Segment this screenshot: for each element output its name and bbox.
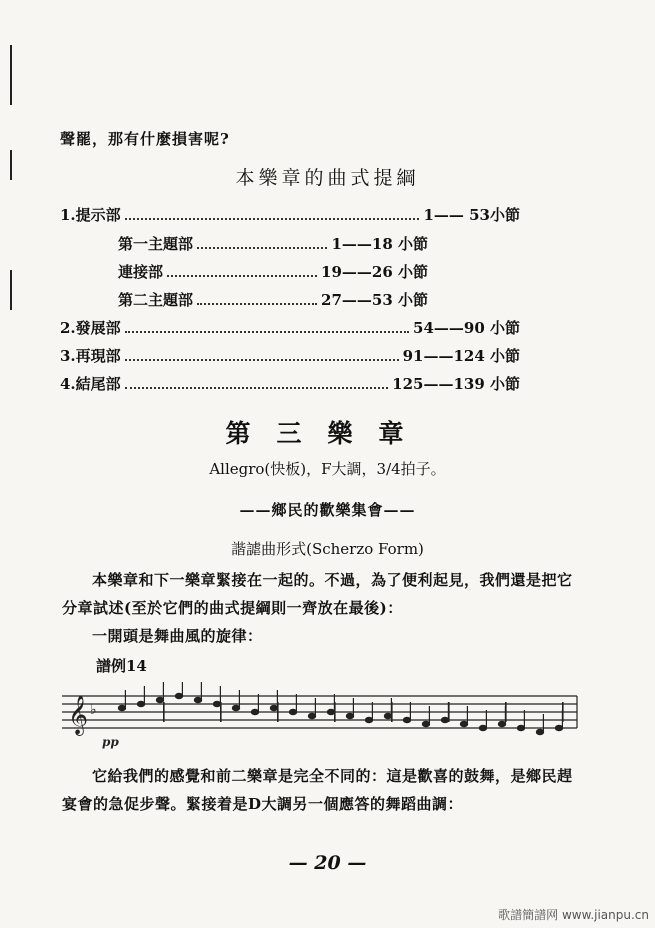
intro-line: 聲罷，那有什麼損害呢? xyxy=(60,130,230,148)
outline-row-label: 4.結尾部 xyxy=(60,375,121,393)
note-head xyxy=(289,709,296,714)
outline-row-range: 1——18 小節 xyxy=(331,235,428,253)
outline-row-label: 第一主題部 xyxy=(118,235,194,253)
tempo-marking: Allegro(快板)，F大調，3/4拍子。 xyxy=(209,460,446,478)
note-head xyxy=(251,709,258,714)
note-head xyxy=(384,713,391,718)
note-head xyxy=(536,729,543,734)
note-head xyxy=(118,705,125,710)
note-head xyxy=(441,717,448,722)
outline-row-label: 1.提示部 xyxy=(60,206,121,224)
outline-row xyxy=(60,316,520,338)
outline-row xyxy=(118,232,428,254)
leader-dots xyxy=(197,246,327,249)
outline-row-range: 27——53 小節 xyxy=(321,291,428,309)
outline-row xyxy=(118,260,428,282)
note-head xyxy=(479,725,486,730)
leader-dots xyxy=(197,302,317,305)
note-head xyxy=(365,717,372,722)
note-head xyxy=(403,717,410,722)
note-head xyxy=(175,693,182,698)
note-head xyxy=(156,697,163,702)
outline-row-label: 連接部 xyxy=(118,263,164,281)
paragraph xyxy=(62,762,582,818)
movement-title: 第三樂章 xyxy=(225,419,430,448)
outline-row xyxy=(60,203,520,225)
note-head xyxy=(232,705,239,710)
example-label: 譜例14 xyxy=(96,657,147,675)
note-head xyxy=(270,705,277,710)
dynamic-marking: pp xyxy=(102,735,119,749)
note-head xyxy=(498,721,505,726)
note-head xyxy=(194,697,201,702)
note-head xyxy=(213,701,220,706)
leader-dots xyxy=(125,330,409,333)
treble-clef-icon: 𝄞 xyxy=(68,695,89,735)
note-head xyxy=(308,713,315,718)
note-head xyxy=(517,725,524,730)
flat-sign-icon: ♭ xyxy=(90,702,97,718)
music-score xyxy=(62,682,582,752)
paragraph-text: 它給我們的感覺和前二樂章是完全不同的：這是歡喜的鼓舞，是鄉民趕宴會的急促步聲。緊接着是D大調另一個應答的舞蹈曲調： xyxy=(62,767,573,813)
outline-title: 本樂章的曲式提綱 xyxy=(235,167,420,189)
note-head xyxy=(327,709,334,714)
paragraph-text: 一開頭是舞曲風的旋律： xyxy=(92,627,263,645)
paragraph-text: 本樂章和下一樂章緊接在一起的。不過，為了便利起見，我們還是把它分章試述(至於它們的曲式提綱則一齊放在最後)： xyxy=(62,571,573,617)
outline-row xyxy=(118,288,428,310)
leader-dots xyxy=(125,217,420,220)
score-notes xyxy=(118,682,562,735)
page-margin-rule xyxy=(10,270,12,310)
form-label: 諧謔曲形式(Scherzo Form) xyxy=(231,540,424,558)
outline-row-range: 1—— 53小節 xyxy=(423,206,520,224)
leader-dots xyxy=(167,274,317,277)
note-head xyxy=(137,701,144,706)
leader-dots xyxy=(125,386,388,389)
outline-row-range: 19——26 小節 xyxy=(321,263,428,281)
outline-row-label: 2.發展部 xyxy=(60,319,121,337)
note-head xyxy=(422,721,429,726)
note-head xyxy=(555,725,562,730)
outline-row-label: 第二主題部 xyxy=(118,291,194,309)
outline-row-label: 3.再現部 xyxy=(60,347,121,365)
outline-row xyxy=(60,344,520,366)
note-head xyxy=(346,713,353,718)
leader-dots xyxy=(125,358,399,361)
watermark: 歌譜簡譜网 www.jianpu.cn xyxy=(498,908,649,922)
outline-row-range: 54——90 小節 xyxy=(413,319,520,337)
page-margin-rule xyxy=(10,45,12,105)
outline-row xyxy=(60,372,520,394)
paragraph xyxy=(62,566,582,650)
outline-row-range: 125——139 小節 xyxy=(392,375,520,393)
outline-row-range: 91——124 小節 xyxy=(402,347,520,365)
movement-subtitle: ——鄉民的歡樂集會—— xyxy=(239,501,416,519)
note-head xyxy=(460,721,467,726)
page-number: — 20 — xyxy=(288,852,367,874)
